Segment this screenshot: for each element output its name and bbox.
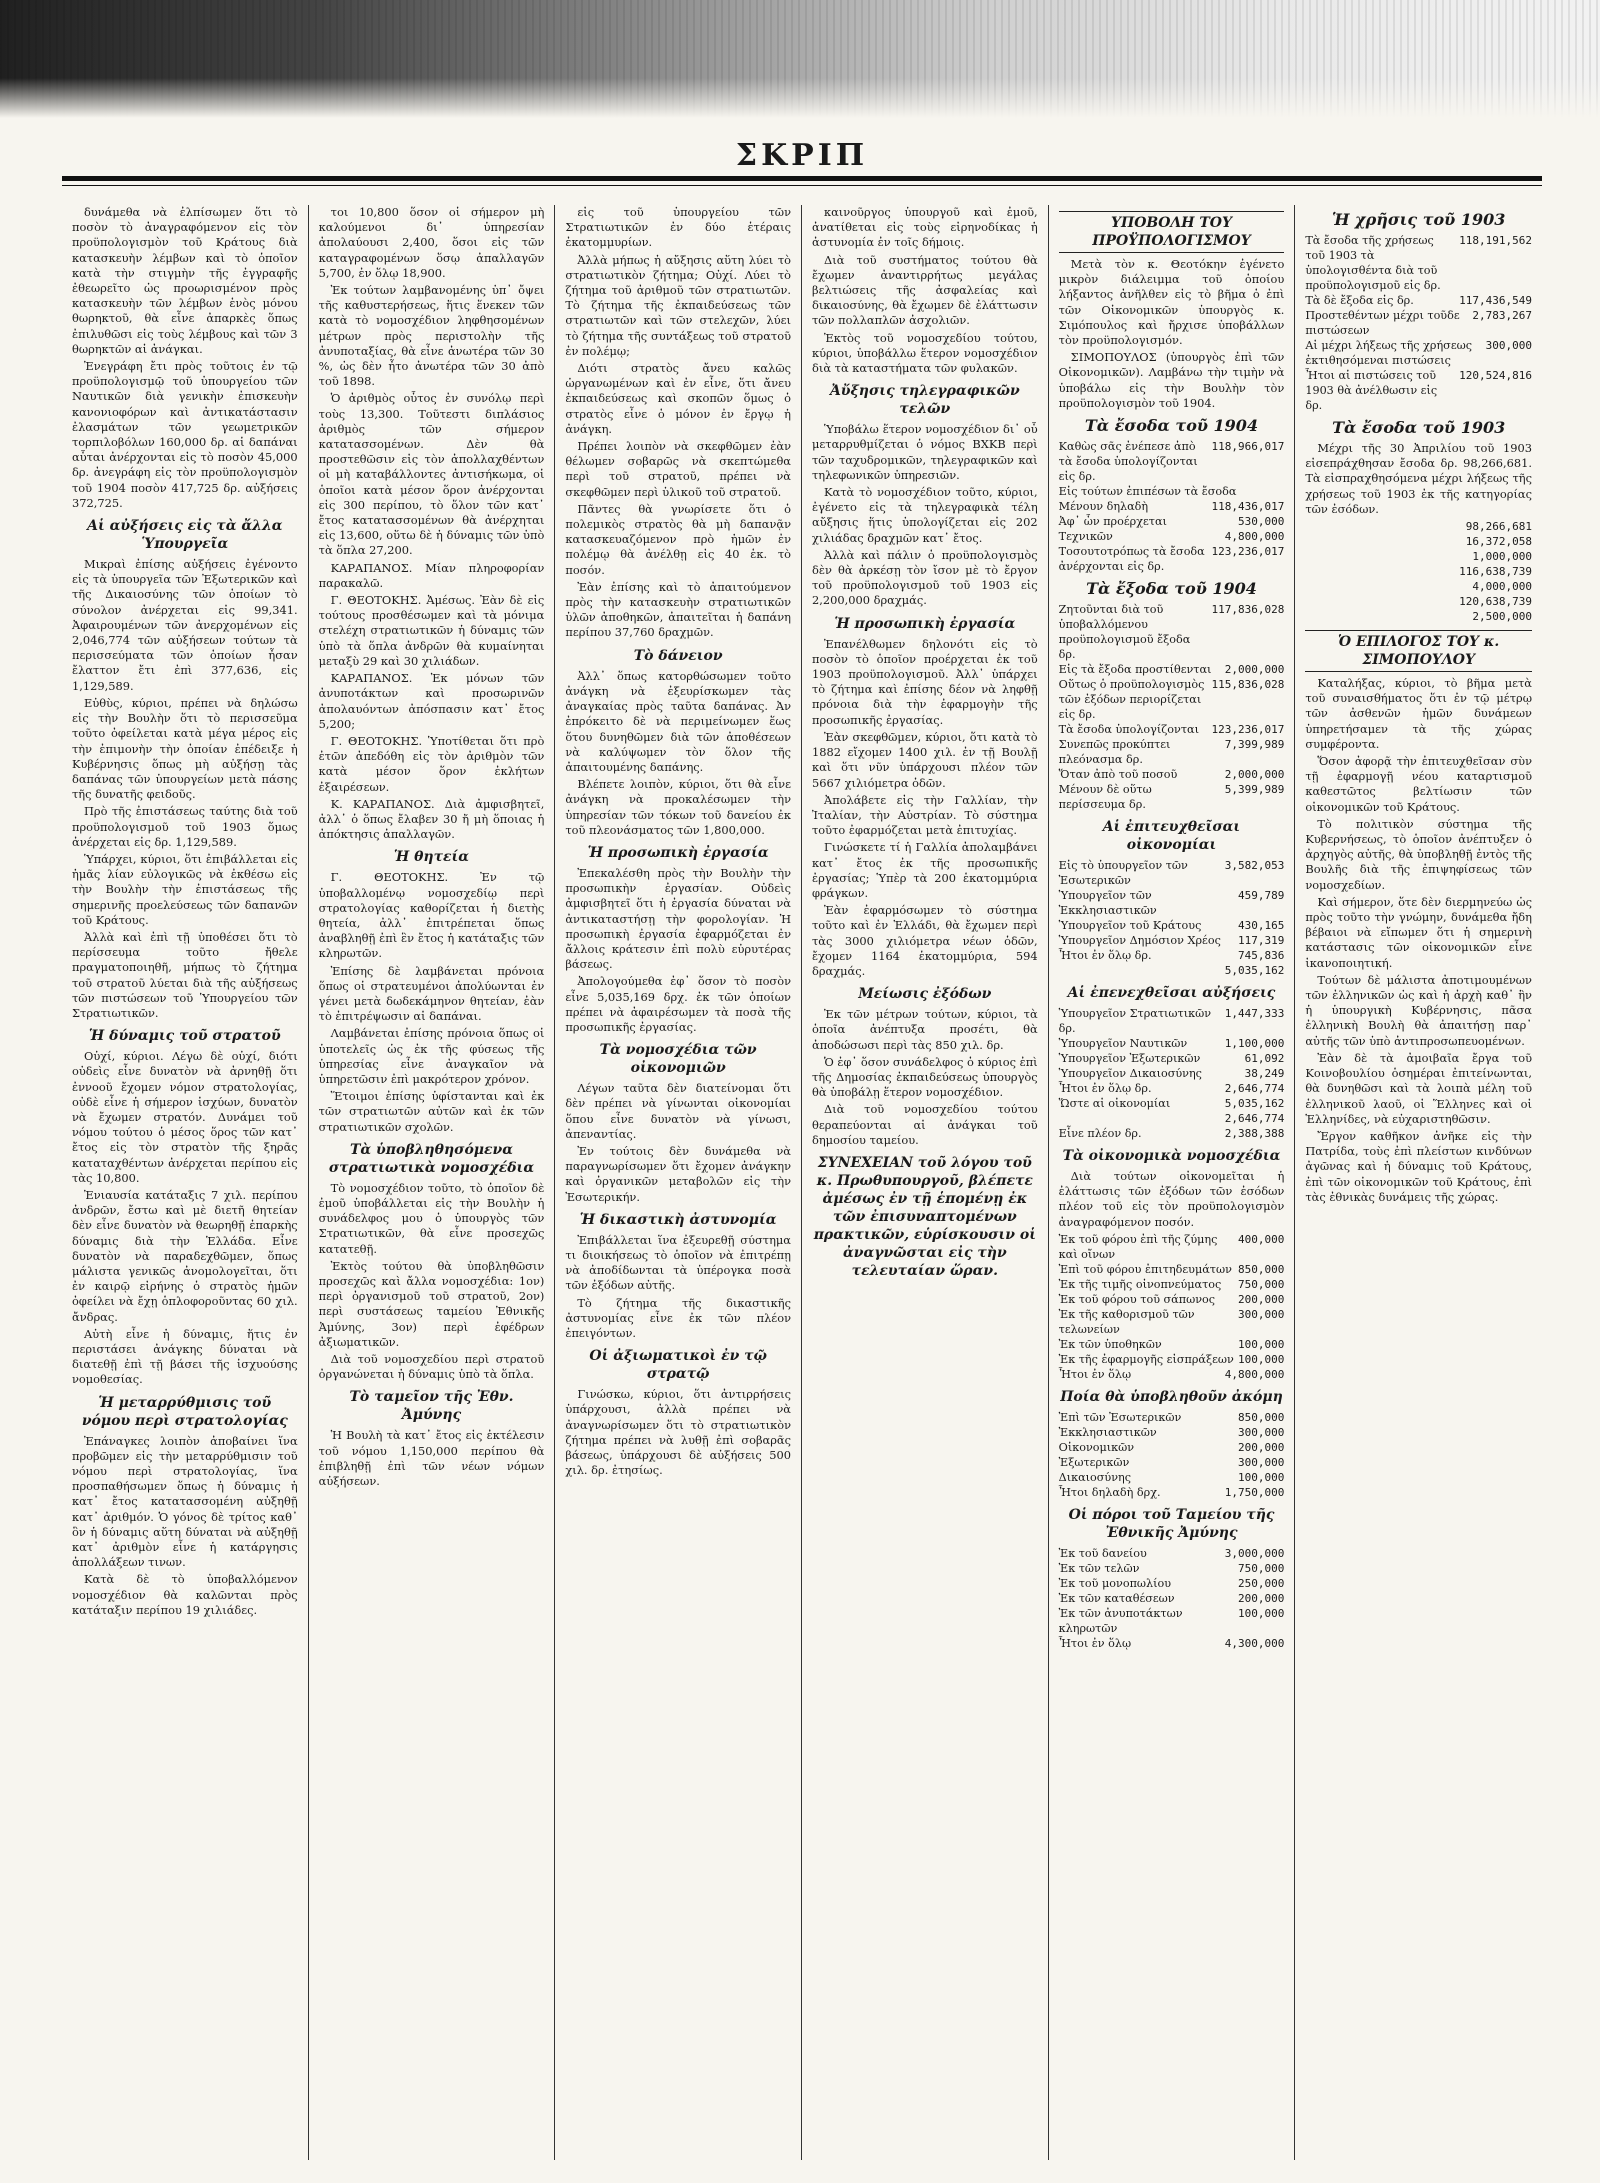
ledger-amount: 300,000 (1237, 1455, 1285, 1469)
ledger-row (1059, 499, 1285, 514)
ledger-row (1059, 722, 1285, 737)
ledger-row (1059, 1546, 1285, 1561)
ledger-label: Τεχνικῶν (1058, 530, 1113, 544)
section-heading: Τὰ οἰκονομικὰ νομοσχέδια (1062, 1148, 1281, 1165)
ledger-amount: 118,436,017 (1211, 500, 1285, 514)
ledger-amount: 123,236,017 (1211, 545, 1285, 559)
ledger-label: Ἐκ τῶν τελῶν (1058, 1561, 1140, 1575)
article-paragraph: Ἡ Βουλὴ τὰ κατ᾿ ἔτος εἰς ἐκτέλεσιν τοῦ νόμου 1,150,000 περίπου θὰ ἐπιβληθῇ ἐπὶ τῶν νέων νόμων αὐξήσεων. (318, 1428, 545, 1489)
ledger-row (1059, 1126, 1285, 1141)
ledger-label: Εἰς τὸ ὑπουργεῖον τῶν Ἐσωτερικῶν (1058, 859, 1188, 888)
ledger-row (1059, 1352, 1285, 1367)
article-paragraph: Γ. ΘΕΟΤΟΚΗΣ. Ἐν τῷ ὑποβαλλομένῳ νομοσχεδίῳ περὶ στρατολογίας καθορίζεται ἡ διετὴς θητεία, ἀλλ᾿ ἐπιτρέπεται ὅπως ἀναβληθῇ ἐπὶ ἓν ἔτος ἡ κατάταξις τῶν κληρωτῶν. (318, 870, 545, 961)
article-paragraph: Ἕτοιμοι ἐπίσης ὑφίστανται καὶ ἐκ τῶν στρατιωτῶν αὐτῶν καὶ ἐκ τῶν στρατιωτικῶν σχολῶν. (318, 1089, 545, 1134)
section-heading: Αἱ αὐξήσεις εἰς τὰ ἄλλα Ὑπουργεῖα (87, 518, 283, 553)
ledger-row (1059, 1307, 1285, 1337)
article-paragraph: Γ. ΘΕΟΤΟΚΗΣ. Ἀμέσως. Ἐὰν δὲ εἰς τούτους προσθέσωμεν καὶ τὰ μόνιμα στελέχη στρατιωτικῶν ἡ δύναμις τῶν ὑπὸ τὰ ὅπλα ἀνδρῶν θὰ κυμαίνηται μεταξὺ 29 καὶ 30 χιλιάδων. (318, 593, 545, 668)
article-paragraph: Ὁ ἀριθμὸς οὗτος ἐν συνόλῳ περὶ τοὺς 13,300. Τοῦτεστι διπλάσιος ἀριθμὸς τῶν σήμερον κατατασσομένων. Δὲν θὰ προστεθῶσιν εἰς τὸν ἀπολλαχθέντων οἱ μὴ καταβάλλοντες ἀντισήκωμα, οἱ ὁποῖοι κατὰ μέσον ὅρον ἀνέρχονται εἰς 300 περίπου, τὸ ὅλον τῶν κατ᾿ ἔτος κατατασσομένων θὰ ἀνέρχηται εἰς 13,600, οὕτω δὲ ἡ δύναμις τῶν ὑπὸ τὰ ὅπλα 27,200. (318, 391, 545, 558)
article-paragraph: Τὸ νομοσχέδιον τοῦτο, τὸ ὁποῖον δὲ ἐμοῦ ὑποβάλλεται εἰς τὴν Βουλὴν ἡ συνάδελφος μου ὁ ὑπουργὸς τῶν Στρατιωτικῶν, θὰ εἶνε προσεχῶς κατατεθῇ. (318, 1180, 545, 1256)
article-paragraph: Βλέπετε λοιπὸν, κύριοι, ὅτι θὰ εἶνε ἀνάγκη νὰ προκαλέσωμεν τὴν ὑπηρεσίαν τῶν τόκων τοῦ δανείου ἐκ τοῦ πλεονάσματος τῶν 1,800,000. (565, 777, 791, 837)
article-paragraph: Ἐνιαυσία κατάταξις 7 χιλ. περίπου ἀνδρῶν, ἔστω καὶ μὲ διετῆ θητείαν δὲν εἶνε δυνατὸν νὰ θεωρηθῇ ἐπαρκὴς δύναμις διὰ τὴν Ἑλλάδα. Εἶνε δυνατὸν νὰ παραδεχθῶμεν, ὅπως μάλιστα γενικῶς ἀνομολογεῖται, ὅτι ἐν καιρῷ εἰρήνης ὁ στρατὸς ἡμῶν ὀφείλει νὰ ἔχῃ ὁπλοφοροῦντας 60 χιλ. ἄνδρας. (72, 1187, 298, 1324)
ledger-amount: 118,966,017 (1211, 440, 1285, 454)
article-paragraph: Κ. ΚΑΡΑΠΑΝΟΣ. Διὰ ἀμφισβητεῖ, ἀλλ᾿ ὁ ὅπως ἔλαβεν 30 ἤ μὴ ὅποιας ἡ ἀπόκτησις ἀπαλλαγῶν. (318, 796, 545, 842)
article-paragraph: Διὰ τοῦ νομοσχεδίου τούτου θεραπεύονται αἱ ἀνάγκαι τοῦ δημοσίου ταμείου. (812, 1102, 1038, 1147)
ledger-label: Ἐκ τῆς καθορισμοῦ τῶν τελωνείων (1058, 1307, 1195, 1336)
ledger-label: Ἦτοι αἱ πιστώσεις τοῦ 1903 θὰ ἀνέλθωσιν εἰς δρ. (1305, 369, 1438, 412)
section-heading: Οἱ ἀξιωματικοὶ ἐν τῷ στρατῷ (589, 1348, 767, 1383)
ledger-amount: 850,000 (1237, 1262, 1285, 1276)
article-paragraph: ΚΑΡΑΠΑΝΟΣ. Ἐκ μόνων τῶν ἀνυποτάκτων καὶ προσωρινῶν ἀπολαυόντων ἀπόσπασιν κατ᾿ ἔτος 5,200; (318, 671, 545, 731)
ledger-label: Δικαιοσύνης (1058, 1470, 1131, 1484)
budget-ledger (1305, 233, 1532, 413)
ledger-row (1059, 529, 1285, 544)
section-heading: Ἡ μεταρρύθμισις τοῦ νόμου περὶ στρατολογίας (81, 1394, 288, 1429)
article-paragraph: Ἐκτὸς τούτου θὰ ὑποβληθῶσιν προσεχῶς καὶ ἄλλα νομοσχέδια: 1ον) περὶ ὀργανισμοῦ τοῦ στρατοῦ, 2ον) περὶ συστάσεως ταμείου Ἐθνικῆς Ἀμύνης, 3ον) περὶ ἐφέδρων ἀξιωματικῶν. (318, 1258, 545, 1349)
ledger-row (1059, 1232, 1285, 1262)
ledger-amount: 3,000,000 (1224, 1546, 1285, 1560)
article-paragraph: Ἐὰν ἐπίσης καὶ τὸ ἀπαιτούμενον πρὸς τὴν κατασκευὴν στρατιωτικῶν ὑλῶν ἀποθηκῶν, ἀπαιτεῖται ἡ δαπάνη περίπου 37,760 δραχμῶν. (565, 579, 791, 640)
ledger-amount: 117,836,028 (1211, 603, 1285, 617)
article-paragraph: Ἐπάναγκες λοιπὸν ἀποβαίνει ἵνα προβῶμεν εἰς τὴν μεταρρύθμισιν τοῦ νόμου περὶ στρατολογίας, ἵνα προσπαθήσωμεν ὅπως ἡ δύναμις ἡ κατ᾿ ἔτος κατατασσομένη αὐξηθῇ κατ᾿ ἀριθμόν. Ὁ γόνος δὲ τρίτος καθ᾿ ὃν ἡ δύναμις αὕτη δύναται νὰ αὐξηθῇ κατ᾿ ἀριθμὸν εἶνε ἡ κατάργησις ἀπολλάξεων τινων. (72, 1433, 298, 1570)
ledger-label: Ἦτοι δηλαδὴ δρχ. (1058, 1485, 1161, 1499)
ledger-row (1059, 1606, 1285, 1636)
ledger-row (1059, 484, 1285, 499)
ledger-amount: 300,000 (1237, 1307, 1285, 1321)
ledger-row (1305, 534, 1532, 549)
masthead (62, 130, 1542, 194)
article-paragraph: Τὸ πολιτικὸν σύστημα τῆς Κυβερνήσεως, τὸ ὁποῖον ἀνέπτυξεν ὁ ἀρχηγὸς αὐτῆς, θὰ ὑποβληθῇ ἐντὸς τῆς Βουλῆς διὰ τῆς ἐπιψηφίσεως τῶν νομοσχεδίων. (1305, 816, 1532, 892)
ledger-row (1059, 439, 1285, 484)
section-heading: Τὰ ἔξοδα τοῦ 1904 (1086, 579, 1257, 599)
section-heading: ΣΥΝΕΧΕΙΑΝ τοῦ λόγου τοῦ κ. Πρωθυπουργοῦ, βλέπετε ἀμέσως ἐν τῇ ἑπομένῃ ἐκ τῶν ἐπισυναπτομένων πρακτικῶν, εὑρίσκουσιν οἱ ἀναγνῶσται εἰς τὴν τελευταίαν ὥραν. (813, 1154, 1036, 1279)
article-paragraph: Ἐπανέλθωμεν δηλονότι εἰς τὸ ποσὸν τὸ ὁποῖον προέρχεται ἐκ τοῦ 1903 προϋπολογισμοῦ. Ἀλλ᾿ ὑπάρχει τὸ ζήτημα καὶ ἐπίσης δέον νὰ ληφθῇ πρόνοια διὰ τὴν ἐφαρμογὴν τῆς προσωπικῆς ἐργασίας. (812, 636, 1038, 727)
ledger-row (1059, 1576, 1285, 1591)
ledger-row (1305, 519, 1532, 534)
article-paragraph: Ὑποβάλω ἕτερον νομοσχέδιον δι᾿ οὗ μεταρρυθμίζεται ὁ νόμος ΒΧΚΒ περὶ τῶν ταχυδρομικῶν, τηλεγραφικῶν καὶ τηλεφωνικῶν ὑπηρεσιῶν. (812, 422, 1038, 482)
ledger-row (1059, 677, 1285, 722)
article-paragraph: Κατὰ δὲ τὸ ὑποβαλλόμενον νομοσχέδιον θὰ καλῶνται πρὸς κατάταξιν περίπου 19 χιλιάδες. (72, 1572, 298, 1617)
ledger-row (1059, 602, 1285, 662)
ledger-row (1059, 1036, 1285, 1051)
article-paragraph: Λαμβάνεται ἐπίσης πρόνοια ὅπως οἱ ὑποτελεῖς ὡς ἐκ τῆς φύσεως τῆς ὑπηρεσίας εἶνε ἀναγκαῖον νὰ ὑπηρετῶσιν ἐπὶ μακρότερον χρόνον. (318, 1026, 545, 1086)
ledger-row (1059, 918, 1285, 933)
ledger-amount: 117,319 (1237, 934, 1285, 948)
ledger-row (1059, 1440, 1285, 1455)
ledger-label: Τὰ ἔσοδα ὑπολογίζονται (1058, 723, 1199, 737)
ledger-label: Μένουν δὲ οὕτω περίσσευμα δρ. (1058, 783, 1152, 812)
ledger-label: Τοσουτοτρόπως τὰ ἔσοδα ἀνέρχονται εἰς δρ. (1058, 545, 1205, 574)
article-paragraph: Πρὸ τῆς ἐπιστάσεως ταύτης διὰ τοῦ προϋπολογισμοῦ τοῦ 1903 ὅμως ἀνέρχεται εἰς δρ. 1,129,589. (72, 804, 298, 849)
article-paragraph: Ἐκ τῶν μέτρων τούτων, κύριοι, τὰ ὁποῖα ἀνέπτυξα προσέτι, θὰ ἀποδώσωσι περὶ τὰς 850 χιλ. δρ. (812, 1007, 1038, 1052)
column-2 (309, 205, 556, 2160)
column-5 (1049, 205, 1296, 2160)
article-paragraph: Μετὰ τὸν κ. Θεοτόκην ἐγένετο μικρὸν διάλειμμα τοῦ ὁποίου λήξαντος ἀνῆλθεν εἰς τὸ βῆμα ὁ ἐπὶ τῶν Οἰκονομικῶν ὑπουργὸς κ. Σιμόπουλος καὶ ἤρχισε ὑποβάλλων τὸν προϋπολογισμόν. (1058, 257, 1285, 348)
ledger-label: Εἰς τὰ ἔξοδα προστίθενται (1058, 663, 1212, 677)
ledger-amount: 118,191,562 (1459, 234, 1532, 247)
article-paragraph: εἰς τοῦ ὑπουργείου τῶν Στρατιωτικῶν ἐν δύο ἑτέραις ἐκατομμυρίων. (565, 205, 791, 250)
article-paragraph: Πρέπει λοιπὸν νὰ σκεφθῶμεν ἐὰν θέλωμεν σοβαρῶς νὰ σκεπτώμεθα περὶ τοῦ στρατοῦ, πρέπει νὰ σκεφθῶμεν περὶ ὑλικοῦ τοῦ στρατοῦ. (565, 439, 791, 499)
column-fade (1295, 2130, 1542, 2160)
ledger-label: Μένουν δηλαδὴ (1058, 500, 1149, 514)
ledger-row (1059, 1561, 1285, 1576)
ledger-row (1059, 1066, 1285, 1081)
ledger-row (1059, 1425, 1285, 1440)
masthead-rule-thin (62, 185, 1542, 186)
ledger-label: Τὰ δὲ ἔξοδα εἰς δρ. (1305, 294, 1414, 307)
section-heading: Ἡ θητεία (393, 849, 470, 866)
ledger-amount: 123,236,017 (1211, 723, 1285, 737)
ledger-label: Ἐκ τῆς τιμῆς οἰνοπνεύματος (1058, 1277, 1222, 1291)
article-paragraph: Τὸ ζήτημα τῆς δικαστικῆς ἀστυνομίας εἶνε ἐκ τῶν πλέον ἐπειγόντων. (565, 1295, 791, 1340)
ledger-row (1059, 1051, 1285, 1066)
budget-ledger (1059, 1410, 1285, 1500)
ledger-amount: 4,000,000 (1472, 580, 1532, 594)
ledger-amount: 2,000,000 (1224, 663, 1285, 677)
article-paragraph: Ἀλλὰ καὶ πάλιν ὁ προϋπολογισμὸς δὲν θὰ ἀρκέσῃ τὸν ἴσον μὲ τὸ ἔργον τοῦ προϋπολογισμοῦ τοῦ 1903 εἰς 2,200,000 δραχμάς. (812, 547, 1038, 608)
section-heading: Τὸ δάνειον (633, 647, 723, 664)
ledger-row (1059, 662, 1285, 677)
column-fade (802, 2130, 1048, 2160)
section-heading: Ποία θὰ ὑποβληθοῦν ἀκόμη (1060, 1388, 1283, 1405)
ledger-amount: 5,399,989 (1224, 783, 1285, 797)
section-heading: ΥΠΟΒΟΛΗ ΤΟΥ ΠΡΟΫΠΟΛΟΓΙΣΜΟΥ (1059, 211, 1285, 253)
ledger-amount: 750,000 (1237, 1277, 1285, 1291)
column-4 (802, 205, 1049, 2160)
ledger-label: Ὅταν ἀπὸ τοῦ ποσοῦ (1058, 768, 1178, 782)
article-paragraph: Ἀλλὰ καὶ ἐπὶ τῇ ὑποθέσει ὅτι τὸ περίσσευμα τοῦτο ἤθελε πραγματοποιηθῆ, μήπως τὸ ζήτημα τοῦ στρατοῦ λύεται διὰ τῆς αὐξήσεως τῶν πιστώσεων τοῦ Ὑπουργείου τῶν Στρατιωτικῶν. (72, 929, 298, 1020)
article-paragraph: Εὐθὺς, κύριοι, πρέπει νὰ δηλώσω εἰς τὴν Βουλὴν ὅτι τὸ περισσεῦμα τοῦτο ὀφείλεται κατὰ μέγα μέρος εἰς τὴν ἐπιμονὴν τὴν ὁποίαν ἐπέδειξε ἡ Κυβέρνησις ὅπως μὴ αὐξήσῃ τὰς δαπάνας τῶν ὑπουργείων μετὰ πάσης τῆς δυνατῆς φειδοῦς. (72, 695, 298, 802)
article-paragraph: Ὁ ἐφ᾿ ὅσον συνάδελφος ὁ κύριος ἐπὶ τῆς Δημοσίας ἐκπαιδεύσεως ὑπουργὸς θὰ ὑποβάλῃ ἕτερον νομοσχέδιον. (812, 1054, 1038, 1100)
ledger-label: Ὑπουργεῖον τῶν Ἐκκλησιαστικῶν (1058, 889, 1157, 918)
ledger-label: Αἱ μέχρι λήξεως τῆς χρήσεως ἐκτιθησόμεναι πιστώσεις (1305, 339, 1473, 367)
article-columns (62, 205, 1542, 2160)
ledger-amount: 200,000 (1237, 1292, 1285, 1306)
article-paragraph: Ἐὰν δὲ τὰ ἀμοιβαῖα ἔργα τοῦ Κοινοβουλίου ὁσημέραι ἐπιτείνωνται, θὰ δυνηθῶσι καὶ τὰ λοιπὰ μέλη τοῦ ἑλληνικοῦ λαοῦ, οἱ Ἕλληνες καὶ οἱ Ἑλληνίδες, νὰ εὐχαριστηθῶσιν. (1305, 1050, 1532, 1126)
ledger-label: Ὥστε αἱ οἰκονομίαι (1058, 1097, 1171, 1111)
ledger-label: Συνεπῶς προκύπτει πλεόνασμα δρ. (1058, 738, 1171, 767)
ledger-amount: 16,372,058 (1465, 535, 1532, 549)
section-heading: Αἱ ἐπενεχθεῖσαι αὐξήσεις (1067, 985, 1276, 1002)
article-paragraph: Ἀπολάβετε εἰς τὴν Γαλλίαν, τὴν Ἰταλίαν, τὴν Αὐστρίαν. Τὸ σύστημα τοῦτο ἐφαρμόζεται μετὰ ἐπιτυχίας. (812, 792, 1038, 838)
article-paragraph: Τούτων δὲ μάλιστα ἀποτιμουμένων τῶν ἐλληνικῶν ὡς καὶ ἡ ἀρχὴ καθ᾿ ἣν ἡ ὑπουργικὴ Κυβέρνησις, πᾶσα ἐλληνικὴ Βουλὴ θὰ ἀπαιτήσῃ παρ᾿ αὐτῆς τῶν ὑπὸ ἀντιπροσωπευομένων. (1305, 972, 1532, 1048)
article-paragraph: Ὑπάρχει, κύριοι, ὅτι ἐπιβάλλεται εἰς ἡμᾶς λίαν εὐλογικῶς νὰ ἐκθέσω εἰς τὴν Βουλὴν τὴν ἐπιστάσεως τῆς σημερινῆς προελεύσεως τῶν δαπανῶν τοῦ Κράτους. (72, 851, 298, 927)
ledger-label: Ἦτοι ἐν ὅλῳ (1058, 1367, 1132, 1381)
ledger-row (1305, 233, 1532, 293)
ledger-amount: 300,000 (1485, 339, 1532, 352)
ledger-label: Ὑπουργεῖον Δικαιοσύνης (1058, 1067, 1202, 1081)
column-fade (1049, 2130, 1295, 2160)
ledger-row (1305, 549, 1532, 564)
article-paragraph: Ἐπιβάλλεται ἵνα ἐξευρεθῇ σύστημα τι διοικήσεως τὸ ὁποῖον νὰ ἐπιτρέπῃ νὰ ἀποδίδωνται τὰ ὑπέρογκα ποσὰ τῶν ἐξόδων αὐτῆς. (565, 1232, 791, 1293)
ledger-row (1059, 1367, 1285, 1382)
article-paragraph: Ἀπολογούμεθα ἐφ᾿ ὅσον τὸ ποσὸν εἶνε 5,035,169 δρχ. ἐκ τῶν ὁποίων πρέπει νὰ ἀφαιρέσωμεν τὰ ποσὰ τῆς προσωπικῆς ἐργασίας. (565, 974, 791, 1034)
section-heading: Ἡ προσωπικὴ ἐργασία (587, 844, 769, 861)
article-paragraph: Μικραὶ ἐπίσης αὐξήσεις ἐγένοντο εἰς τὰ ὑπουργεῖα τῶν Ἐξωτερικῶν καὶ τῆς Δικαιοσύνης τῶν ὁποίων τὸ σύνολον ἀνέρχεται εἰς 99,341. Ἀφαιρουμένων τῶν ἀνερχομένων εἰς 2,046,774 τῶν αὐξήσεων τούτων τὰ περισσεύματα τῶν ὁποίων ἦσαν ἔλαττον ἔτι ἐπὶ 377,636, εἰς 1,129,589. (72, 557, 298, 693)
ledger-amount: 1,100,000 (1224, 1037, 1285, 1051)
ledger-row (1059, 1262, 1285, 1277)
budget-ledger (1059, 1006, 1285, 1141)
ledger-amount: 5,035,162 (1224, 1097, 1285, 1111)
ledger-row (1059, 1455, 1285, 1470)
ledger-row (1305, 308, 1532, 338)
column-fade (309, 2130, 555, 2160)
ledger-amount: 850,000 (1237, 1410, 1285, 1424)
ledger-amount: 4,800,000 (1224, 530, 1285, 544)
budget-ledger (1059, 858, 1285, 978)
ledger-amount: 2,388,388 (1224, 1127, 1285, 1141)
ledger-row (1059, 1337, 1285, 1352)
ledger-row (1305, 609, 1532, 624)
article-paragraph: Ἔργον καθῆκον ἀνῆκε εἰς τὴν Πατρίδα, τοὺς ἐπὶ πλείστων κινδύνων ἀγῶνας καὶ ἡ δύναμις τοῦ Κράτους, ἐπὶ τῶν οἰκονομικῶν τοῦ Κράτους, ἐπὶ τὰς ἐθνικὰς δυνάμεις τῆς χώρας. (1305, 1128, 1532, 1204)
masthead-rule (62, 176, 1542, 181)
ledger-amount: 7,399,989 (1224, 738, 1285, 752)
ledger-label: Ἦτοι ἐν ὅλῳ (1058, 1636, 1132, 1650)
section-heading: Αἱ ἐπιτευχθεῖσαι οἰκονομίαι (1102, 819, 1241, 854)
ledger-row (1305, 338, 1532, 368)
article-paragraph: Οὐχί, κύριοι. Λέγω δὲ οὐχί, διότι οὐδεὶς εἶνε δυνατὸν νὰ ἀρνηθῇ ὅτι ἐννοοῦ ἔχομεν νόμον στρατολογίας, οὐδὲ εἶνε ἡ σήμερον ἰσχύων, δυνατὸν νὰ ἔχωμεν στρατόν. Δυνάμει τοῦ νόμου τούτου ὁ μέσος ὅρος τῶν κατ᾿ ἔτος εἰς τὸν στρατὸν τῆς ξηρᾶς καταταχθέντων ἀνέρχεται περίπου εἰς τὰς 10,800. (72, 1049, 298, 1185)
article-paragraph: Λέγων ταῦτα δὲν διατείνομαι ὅτι δὲν πρέπει νὰ γίνωνται οἰκονομίαι ὅπου εἶνε δυνατὸν νὰ γίνωσι, ἀπεναντίας. (565, 1081, 791, 1141)
ledger-amount: 459,789 (1237, 889, 1285, 903)
column-3 (555, 205, 802, 2160)
ledger-amount: 750,000 (1237, 1561, 1285, 1575)
article-paragraph: Ἀλλ᾿ ὅπως κατορθώσωμεν τοῦτο ἀνάγκη νὰ ἐξευρίσκωμεν τὰς ἀναγκαίας πρὸς ταῦτα δαπάνας. Ἀν ἐπρόκειτο δὲ νὰ περιμείνωμεν ἕως ὅτου δυνηθῶμεν διὰ τῶν ἀποθέσεων νὰ καλύψωμεν τὸν ὅλον τῆς ἀπαιτουμένης δαπάνης. (565, 668, 791, 774)
ledger-row (1059, 544, 1285, 574)
ledger-row (1305, 579, 1532, 594)
ledger-label: Ἐξωτερικῶν (1058, 1455, 1130, 1469)
ledger-amount: 4,800,000 (1224, 1367, 1285, 1381)
ledger-amount: 430,165 (1237, 919, 1285, 933)
budget-ledger (1059, 1546, 1285, 1651)
section-heading: Ἡ προσωπικὴ ἐργασία (834, 615, 1016, 632)
article-paragraph: Γινώσκω, κύριοι, ὅτι ἀντιρρήσεις ὑπάρχουσι, ἀλλὰ πρέπει νὰ ἀναγνωρίσωμεν ὅτι τὸ στρατιωτικὸν ζήτημα πρέπει νὰ λυθῇ ἐπὶ σοβαρᾶς βάσεως, ὑπάρχουσι δὲ αὐξήσεις 500 χιλ. δρ. ἐτησίως. (565, 1387, 791, 1478)
section-heading: Τὸ ταμεῖον τῆς Ἐθν. Ἀμύνης (349, 1389, 514, 1424)
article-paragraph: Ἐν τούτοις δὲν δυνάμεθα νὰ παραγνωρίσωμεν ὅτι ἔχομεν ἀνάγκην καὶ ὀργανικῶν μεταβολῶν εἰς τὴν Ἐσωτερικήν. (565, 1143, 791, 1204)
ledger-row (1059, 782, 1285, 812)
article-paragraph: Ἐνεγράφη ἔτι πρὸς τοῦτοις ἐν τῷ προϋπολογισμῷ τοῦ ὑπουργείου τῶν Ναυτικῶν διὰ γενικὴν ἐπισκευὴν κανονιοφόρων καὶ ἀντικατάστασιν ἐλασμάτων τῶν γεωμετρικῶν τορπιλοβόλων 160,000 δρ. αἱ δαπάναι αὗται ἀνέρχονται εἰς τὸ ποσὸν 45,000 δρ. ἀνεγράφη εἰς τὸν προϋπολογισμὸν τοῦ 1904 ποσὸν 417,725 δρ. αὐξήσεις 372,725. (72, 359, 298, 510)
column-6 (1295, 205, 1542, 2160)
ledger-row (1059, 767, 1285, 782)
ledger-label: Προστεθέντων μέχρι τοῦδε πιστώσεων (1305, 309, 1460, 337)
ledger-amount: 250,000 (1237, 1576, 1285, 1590)
section-heading: Ἡ δύναμις τοῦ στρατοῦ (88, 1028, 281, 1045)
ledger-label: Ἐκ τοῦ φόρου ἐπὶ τῆς ζύμης καὶ οἴνων (1058, 1232, 1218, 1261)
article-paragraph: Αὐτὴ εἶνε ἡ δύναμις, ἥτις ἐν περιστάσει ἀνάγκης δύναται νὰ διατεθῇ ἐπὶ τῇ βάσει τῆς ἰσχυούσης νομοθεσίας. (72, 1326, 298, 1387)
ledger-label: Ὑπουργεῖον Ναυτικῶν (1058, 1037, 1188, 1051)
budget-ledger (1059, 439, 1285, 574)
ledger-row (1059, 1410, 1285, 1425)
ledger-amount: 100,000 (1237, 1337, 1285, 1351)
ledger-amount: 1,000,000 (1472, 550, 1532, 564)
article-paragraph: τοι 10,800 ὅσον οἱ σήμερον μὴ καλούμενοι δι᾿ ὑπηρεσίαν ἀπολαύουσι 2,400, ὅσοι εἰς τῶν καταγραφομένων ὅσῳ ἀπαλλαγῶν 5,700, ἐν ὅλῳ 18,900. (318, 205, 545, 280)
article-paragraph: Διὰ τούτων οἰκονομεῖται ἡ ἐλάττωσις τῶν ἐξόδων τῶν ἐσόδων πλέον τοῦ εἰς τὸν προϋπολογισμὸν ἀναγραφόμενον ποσόν. (1058, 1169, 1285, 1229)
article-paragraph: Ἐπεκαλέσθη πρὸς τὴν Βουλὴν τὴν προσωπικὴν ἐργασίαν. Οὐδεὶς ἀμφισβητεῖ ὅτι ἡ ἐργασία δύναται νὰ ἀντικαταστήσῃ τὴν φορολογίαν. Ἡ προσωπικὴ ἐργασία ἐφαρμόζεται ἐν ἄλλοις κράτεσιν ἐπὶ πολὺ εὐρυτέρας βάσεως. (565, 865, 791, 972)
ledger-label: Ἐκ τοῦ φόρου τοῦ σάπωνος (1058, 1292, 1216, 1306)
ledger-amount: 115,836,028 (1211, 678, 1285, 692)
ledger-row (1059, 1485, 1285, 1500)
ledger-label: Ὑπουργεῖον Δημόσιον Χρέος (1058, 934, 1221, 948)
ledger-label: Ὑπουργεῖον τοῦ Κράτους (1058, 919, 1202, 933)
ledger-amount: 2,783,267 (1472, 309, 1532, 322)
article-paragraph: Διὰ τοῦ συστήματος τούτου θὰ ἔχωμεν ἀναντιρρήτως μεγάλας βελτιώσεις τῆς ἀσφαλείας καὶ δικαιοσύνης, θὰ ἔχωμεν δὲ ἐλάττωσιν τῶν πολλαπλῶν ἀσχολιῶν. (812, 252, 1038, 328)
article-paragraph: καινοῦργος ὑπουργοῦ καὶ ἐμοῦ, ἀνατίθεται εἰς τοὺς εἰρηνοδίκας ἡ ἀστυνομία ἐν τοῖς δήμοις. (812, 205, 1038, 250)
column-fade (555, 2130, 801, 2160)
article-paragraph: Πᾶντες θὰ γνωρίσετε ὅτι ὁ πολεμικὸς στρατὸς θὰ μὴ δαπανᾷν κατασκευαζόμενον πρὸ ἡμῶν ἐν πολέμῳ θὰ ἀνέλθῃ εἰς 40 ἑκ. τὸ ποσόν. (565, 501, 791, 577)
ledger-amount: 200,000 (1237, 1591, 1285, 1605)
ledger-row (1305, 368, 1532, 413)
ledger-label: Εἰς τούτων ἐπιπέσων τὰ ἔσοδα (1058, 485, 1237, 499)
ledger-amount: 400,000 (1237, 1232, 1285, 1246)
ledger-amount: 2,646,774 (1224, 1112, 1285, 1126)
ledger-row (1305, 293, 1532, 308)
ledger-label: Ὑπουργεῖον Ἐξωτερικῶν (1058, 1052, 1201, 1066)
ledger-label: Καθὼς σᾶς ἐνέπεσε ἀπὸ τὰ ἔσοδα ὑπολογίζονται εἰς δρ. (1058, 440, 1198, 484)
ledger-row (1305, 594, 1532, 609)
ledger-row (1059, 1591, 1285, 1606)
ledger-amount: 1,447,333 (1224, 1007, 1285, 1021)
ledger-amount: 98,266,681 (1465, 520, 1532, 534)
ledger-amount: 116,638,739 (1459, 565, 1532, 579)
ledger-amount: 745,836 (1237, 949, 1285, 963)
ledger-label: Ζητοῦνται διὰ τοῦ ὑποβαλλόμενου προϋπολογισμοῦ ἔξοδα δρ. (1058, 603, 1191, 662)
article-paragraph: Μέχρι τῆς 30 Ἀπριλίου τοῦ 1903 εἰσεπράχθησαν ἔσοδα δρ. 98,266,681. Τὰ εἰσπραχθησόμενα μέχρι λήξεως τῆς χρήσεως τοῦ 1903 ἐκ τῆς κατηγορίας τῶν ἐσόδων. (1305, 441, 1532, 516)
article-paragraph: Γ. ΘΕΟΤΟΚΗΣ. Ὑποτίθεται ὅτι πρὸ ἐτῶν ἀπεδόθη εἰς τὸν ἀριθμὸν τῶν κατὰ μέσον ὅρον ἐκλήτων ἐξαιρέσεων. (318, 733, 545, 794)
article-paragraph: Διότι στρατὸς ἄνευ καλῶς ὡργανωμένων καὶ ἐν εἶνε, ὅτι ἄνευ ἐκπαιδεύσεως καὶ σκοπῶν ὅμως ὁ στρατὸς εἶνε ὁ μόνον ἐν ἔργῳ ἡ ἀνάγκη. (565, 361, 791, 436)
article-paragraph: Ἐὰν ἐφαρμόσωμεν τὸ σύστημα τοῦτο καὶ ἐν Ἑλλάδι, θὰ ἔχωμεν περὶ τὰς 3000 χιλιόμετρα νέων ὁδῶν, ἔχομεν 1164 ἑκατομμύρια, 594 δραχμάς. (812, 903, 1038, 978)
ledger-label: Οὕτως ὁ προϋπολογισμὸς τῶν ἐξόδων περιορίζεται εἰς δρ. (1058, 678, 1205, 722)
ledger-row (1059, 1081, 1285, 1096)
ledger-label: Ὑπουργεῖον Στρατιωτικῶν δρ. (1058, 1007, 1212, 1036)
budget-ledger (1059, 602, 1285, 812)
ledger-amount: 120,638,739 (1459, 595, 1532, 609)
ledger-amount: 1,750,000 (1224, 1485, 1285, 1499)
ledger-label: Ἐκ τοῦ δανείου (1058, 1546, 1147, 1560)
ledger-amount: 2,000,000 (1224, 768, 1285, 782)
section-heading: Μείωσις ἐξόδων (858, 986, 992, 1003)
ledger-row (1059, 1277, 1285, 1292)
ledger-amount: 300,000 (1237, 1425, 1285, 1439)
article-paragraph: ΚΑΡΑΠΑΝΟΣ. Μίαν πληροφορίαν παρακαλῶ. (318, 560, 545, 590)
ledger-label: Ἐκ τοῦ μονοπωλίου (1058, 1576, 1172, 1590)
section-heading: Ἀὔξησις τηλεγραφικῶν τελῶν (829, 383, 1020, 418)
ledger-row (1059, 888, 1285, 918)
section-heading: Ἡ δικαστικὴ ἀστυνομία (579, 1211, 777, 1228)
column-fade (62, 2130, 308, 2160)
ledger-amount: 4,300,000 (1224, 1636, 1285, 1650)
ledger-row (1059, 1470, 1285, 1485)
ledger-amount: 530,000 (1237, 515, 1285, 529)
article-paragraph: Καταλήξας, κύριοι, τὸ βῆμα μετὰ τοῦ συναισθήματος ὅτι ἐν τῷ μέτρῳ τῶν ἀσθενῶν ἡμῶν δυνάμεων ὑπηρετήσαμεν τὰ τῆς χώρας συμφέροντα. (1305, 676, 1532, 751)
ledger-row (1305, 564, 1532, 579)
budget-ledger (1059, 1232, 1285, 1382)
ledger-row (1059, 1111, 1285, 1126)
ledger-row (1059, 514, 1285, 529)
section-heading: Ὁ ΕΠΙΛΟΓΟΣ ΤΟΥ κ. ΣΙΜΟΠΟΥΛΟΥ (1305, 630, 1532, 672)
section-heading: Τὰ ὑποβληθησόμενα στρατιωτικὰ νομοσχέδια (328, 1141, 535, 1176)
article-paragraph: Γινώσκετε τί ἡ Γαλλία ἀπολαμβάνει κατ᾿ ἔτος ἐκ τῆς προσωπικῆς ἐργασίας; Ὑπὲρ τὰ 200 ἑκατομμύρια φράγκων. (812, 840, 1038, 900)
ledger-row (1059, 933, 1285, 948)
ledger-row (1059, 1292, 1285, 1307)
article-paragraph: Καὶ σήμερον, ὅτε δὲν διερμηνεύω ὡς πρὸς τοῦτο τὴν γνώμην, δυνάμεθα ἤδη βέβαιοι νὰ εἴπωμεν ὅτι ἡ σημερινὴ κατάστασις τῶν οἰκονομικῶν εἶνε ἱκανοποιητική. (1305, 894, 1532, 970)
article-paragraph: Ἐὰν σκεφθῶμεν, κύριοι, ὅτι κατὰ τὸ 1882 εἴχομεν 1400 χιλ. ἐν τῇ Βουλῇ καὶ ὅτι νῦν ὑπάρχουσι πλέον τῶν 5667 χιλιόμετρα ὁδῶν. (812, 729, 1038, 790)
ledger-label: Τὰ ἔσοδα τῆς χρήσεως τοῦ 1903 τὰ ὑπολογισθέντα διὰ τοῦ προϋπολογισμοῦ εἰς δρ. (1305, 234, 1441, 292)
section-heading: Τὰ ἔσοδα τοῦ 1904 (1084, 416, 1259, 436)
ledger-row (1059, 1636, 1285, 1651)
budget-ledger (1305, 519, 1532, 624)
ledger-label: Ἦτοι ἐν ὅλῳ δρ. (1058, 1082, 1152, 1096)
section-heading: Τὰ ἔσοδα τοῦ 1903 (1332, 418, 1506, 437)
ledger-amount: 2,646,774 (1224, 1082, 1285, 1096)
column-1 (62, 205, 309, 2160)
ledger-row (1059, 737, 1285, 767)
article-paragraph: Ἐκτὸς τοῦ νομοσχεδίου τούτου, κύριοι, ὑποβάλλω ἕτερον νομοσχέδιον διὰ τὰ καταστήματα τῶν φυλακῶν. (812, 330, 1038, 376)
ledger-row (1059, 948, 1285, 963)
article-paragraph: Ἀλλὰ μήπως ἡ αὔξησις αὕτη λύει τὸ στρατιωτικὸν ζήτημα; Οὐχί. Λύει τὸ ζήτημα τοῦ ἀριθμοῦ τῶν στρατιωτῶν. Τὸ ζήτημα τῆς ἐκπαιδεύσεως τῶν στρατιωτῶν καὶ τῶν στελεχῶν, λύει τὸ ζήτημα τῆς συντάξεως τοῦ στρατοῦ ἐν πολέμῳ; (565, 252, 791, 358)
ledger-amount: 3,582,053 (1224, 859, 1285, 873)
article-paragraph: Ἐκ τούτων λαμβανομένης ὑπ᾿ ὄψει τῆς καθυστερήσεως, ἥτις ἕνεκεν τῶν κατὰ τὸ νομοσχέδιον ληφθησομένων μέτρων πρὸς περιστολὴν τῆς ἀνυποταξίας, θὰ εἶνε ἀνωτέρα τῶν 30 %, ὡς δὲν ἦτο ἀνωτέρα τῶν 30 ἀπὸ τοῦ 1898. (318, 283, 545, 389)
ledger-label: Ἦτοι ἐν ὅλῳ δρ. (1058, 949, 1152, 963)
article-paragraph: Ὅσον ἀφορᾷ τὴν ἐπιτευχθεῖσαν σὺν τῇ ἐφαρμογῇ νέου καταρτισμοῦ καθεστῶτος βελτίωσιν τῶν οἰκονομικῶν τοῦ Κράτους. (1305, 754, 1532, 814)
ledger-label: Ἐκ τῶν καταθέσεων (1058, 1591, 1175, 1605)
ledger-amount: 120,524,816 (1459, 369, 1532, 382)
section-heading: Τὰ νομοσχέδια τῶν οἰκονομιῶν (599, 1042, 757, 1077)
ledger-label: Ἐπὶ τῶν Ἐσωτερικῶν (1058, 1410, 1182, 1424)
ledger-row (1059, 1006, 1285, 1036)
article-paragraph: Ἐπίσης δὲ λαμβάνεται πρόνοια ὅπως οἱ στρατευμένοι ἀπολύωνται ἐν γένει μετὰ δωδεκάμηνον θητείαν, ἐὰν τὸ ἐπιτρέψωσιν αἱ δαπάναι. (318, 963, 545, 1024)
article-paragraph: δυνάμεθα νὰ ἐλπίσωμεν ὅτι τὸ ποσὸν τὸ ἀναγραφόμενον εἰς τὸν προϋπολογισμὸν τοῦ Κράτους διὰ κατασκευὴν λέμβων καὶ τὸ ὁποῖον κατὰ τὴν στιγμὴν τῆς ἐγγραφῆς ἐθεωρεῖτο ὡς προωρισμένον πρὸς κατασκευὴν τῶν λέμβων ἑνὸς μόνου θωρηκτοῦ, θὰ εἶνε ἀπαρκὲς ὅπως ἐπιλυθῶσι εἰς τοὺς λέμβους καὶ τῶν 3 θωρηκτῶν αἱ ἀνάγκαι. (72, 205, 298, 356)
section-heading: Ἡ χρῆσις τοῦ 1903 (1331, 210, 1506, 229)
ledger-amount: 2,500,000 (1472, 610, 1532, 624)
ledger-amount: 117,436,549 (1459, 294, 1532, 307)
article-paragraph: Διὰ τοῦ νομοσχεδίου περὶ στρατοῦ ὀργανώνεται ἡ δύναμις ὑπὸ τὰ ὅπλα. (318, 1352, 545, 1382)
article-paragraph: Κατὰ τὸ νομοσχέδιον τοῦτο, κύριοι, ἐγένετο εἰς τὰ τηλεγραφικὰ τέλη αὔξησις ἥτις ὑπολογίζεται εἰς 202 χιλιάδας δραχμῶν κατ᾿ ἔτος. (812, 485, 1038, 545)
ledger-label: Ἐκκλησιαστικῶν (1058, 1425, 1157, 1439)
scanned-top-band (0, 0, 1600, 118)
newspaper-name: ΣΚΡΙΠ (735, 138, 869, 173)
ledger-label: Ἐκ τῆς ἐφαρμογῆς εἰσπράξεων (1058, 1352, 1234, 1366)
ledger-row (1059, 1096, 1285, 1111)
ledger-row (1059, 858, 1285, 888)
ledger-label: Ἐκ τῶν ὑποθηκῶν (1058, 1337, 1162, 1351)
ledger-amount: 200,000 (1237, 1440, 1285, 1454)
ledger-row (1059, 963, 1285, 978)
ledger-amount: 61,092 (1244, 1052, 1285, 1066)
ledger-amount: 100,000 (1237, 1606, 1285, 1620)
ledger-label: Ἐκ τῶν ἀνυποτάκτων κληρωτῶν (1058, 1606, 1183, 1635)
ledger-amount: 5,035,162 (1224, 964, 1285, 978)
ledger-label: Ἀφ᾿ ὧν προέρχεται (1058, 515, 1167, 529)
ledger-amount: 38,249 (1244, 1067, 1285, 1081)
ledger-label: Οἰκονομικῶν (1058, 1440, 1135, 1454)
ledger-amount: 100,000 (1237, 1352, 1285, 1366)
section-heading: Οἱ πόροι τοῦ Ταμείου τῆς Ἐθνικῆς Ἀμύνης (1068, 1506, 1275, 1541)
article-paragraph: ΣΙΜΟΠΟΥΛΟΣ (ὑπουργὸς ἐπὶ τῶν Οἰκονομικῶν). Λαμβάνω τὴν τιμὴν νὰ ὑποβάλω εἰς τὴν Βουλὴν τὸν προϋπολογισμὸν τοῦ 1904. (1058, 350, 1285, 410)
ledger-label: Ἐπὶ τοῦ φόρου ἐπιτηδευμάτων (1058, 1262, 1232, 1276)
ledger-amount: 100,000 (1237, 1470, 1285, 1484)
ledger-label: Εἶνε πλέον δρ. (1058, 1127, 1142, 1141)
